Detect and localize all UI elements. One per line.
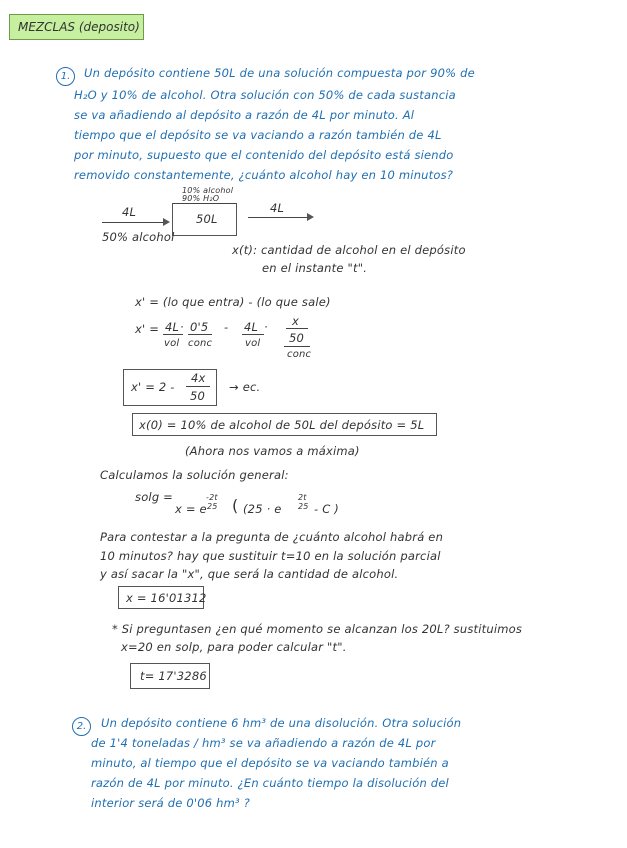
eq2-dot-1: · [180, 320, 184, 334]
eq2-fraction-bar [286, 328, 308, 329]
problem-2-line-5: interior será de 0'06 hm³ ? [91, 796, 250, 810]
eq2-underline-3 [242, 334, 264, 335]
eq2-underline-4 [284, 346, 310, 347]
eq2-outflow-volume: 4L [244, 320, 259, 334]
problem-2-line-3: minuto, al tiempo que el depósito se va vaciando también a [91, 756, 449, 770]
tank-content-alcohol: 10% alcohol [182, 186, 234, 195]
tank-content-water: 90% H₂O [182, 194, 220, 203]
solg-exponent-1-den: 25 [207, 502, 218, 511]
followup-line-2: x=20 en solp, para poder calcular "t". [121, 640, 347, 654]
note-maxima: (Ahora nos vamos a máxima) [185, 444, 360, 458]
equation-balance: x' = (lo que entra) - (lo que sale) [135, 295, 331, 309]
outflow-arrow-line [248, 217, 308, 218]
solg-inner: (25 · e [243, 502, 282, 516]
answer-1: x = 16'01312 [126, 591, 207, 605]
solg-paren-open: ( [232, 496, 239, 515]
xt-definition-line-1: x(t): cantidad de alcohol en el depósito [232, 243, 466, 257]
eq2-underline-1 [163, 334, 183, 335]
ode-arrow-label: → ec. [229, 380, 261, 394]
problem-2-line-4: razón de 4L por minuto. ¿En cuánto tiempo la disolución del [91, 776, 449, 790]
eq2-label-conc-2: conc [287, 349, 312, 360]
inflow-concentration: 50% alcohol [102, 230, 175, 244]
problem-1-line-5: por minuto, supuesto que el contenido del depósito está siendo [74, 148, 454, 162]
solg-exponent-2-num: 2t [298, 493, 307, 502]
solg-expression: x = e [175, 502, 207, 516]
eq2-label-vol-2: vol [245, 338, 261, 349]
solg-label: solg = [135, 490, 174, 504]
initial-condition: x(0) = 10% de alcohol de 50L del depósito = 5L [139, 418, 425, 432]
eq2-label-conc-1: conc [188, 338, 213, 349]
solg-exponent-2-den: 25 [298, 502, 309, 511]
outflow-arrowhead [307, 213, 314, 221]
general-solution-intro: Calculamos la solución general: [100, 468, 289, 482]
problem-2-line-1: Un depósito contiene 6 hm³ de una disolución. Otra solución [101, 716, 462, 730]
solg-exponent-1-num: -2t [206, 493, 218, 502]
ode-denominator: 50 [190, 389, 206, 403]
problem-2-number: 2. [72, 717, 91, 736]
inflow-arrow-line [102, 222, 164, 223]
problem-1-number: 1. [56, 67, 75, 86]
problem-1-line-6: removido constantemente, ¿cuánto alcohol hay en 10 minutos? [74, 168, 454, 182]
eq2-label-vol-1: vol [164, 338, 180, 349]
tank-volume-label: 50L [196, 212, 218, 226]
followup-line-1: * Si preguntasen ¿en qué momento se alcanzan los 20L? sustituimos [112, 622, 523, 636]
title-highlight [9, 14, 144, 40]
solg-close: - C ) [314, 502, 339, 516]
problem-1-line-4: tiempo que el depósito se va vaciando a razón también de 4L [74, 128, 442, 142]
answer-2: t= 17'3286 [140, 669, 207, 683]
inflow-arrowhead [163, 218, 170, 226]
page-title: MEZCLAS (deposito) [18, 20, 140, 34]
problem-1-line-1: Un depósito contiene 50L de una solución compuesta por 90% de [84, 66, 475, 80]
ode-fraction-bar [186, 386, 210, 387]
eq2-inflow-concentration: 0'5 [190, 320, 209, 334]
problem-2-line-2: de 1'4 toneladas / hm³ se va añadiendo a razón de 4L por [91, 736, 436, 750]
answer-text-line-2: 10 minutos? hay que sustituir t=10 en la solución parcial [100, 549, 441, 563]
eq2-inflow-volume: 4L [165, 320, 180, 334]
eq2-x-numerator: x [292, 314, 300, 328]
answer-text-line-1: Para contestar a la pregunta de ¿cuánto alcohol habrá en [100, 530, 444, 544]
ode-numerator: 4x [191, 371, 206, 385]
xt-definition-line-2: en el instante "t". [262, 261, 368, 275]
eq2-dot-2: · [264, 320, 268, 334]
eq2-minus: - [224, 320, 229, 334]
inflow-rate: 4L [122, 205, 137, 219]
eq2-x-denominator: 50 [289, 331, 305, 345]
answer-text-line-3: y así sacar la "x", que será la cantidad de alcohol. [100, 567, 399, 581]
outflow-rate: 4L [270, 201, 285, 215]
eq2-prefix: x' = [135, 322, 160, 336]
ode-left: x' = 2 - [131, 380, 175, 394]
eq2-underline-2 [188, 334, 212, 335]
problem-1-line-2: H₂O y 10% de alcohol. Otra solución con 50% de cada sustancia [74, 88, 456, 102]
problem-1-line-3: se va añadiendo al depósito a razón de 4L por minuto. Al [74, 108, 415, 122]
